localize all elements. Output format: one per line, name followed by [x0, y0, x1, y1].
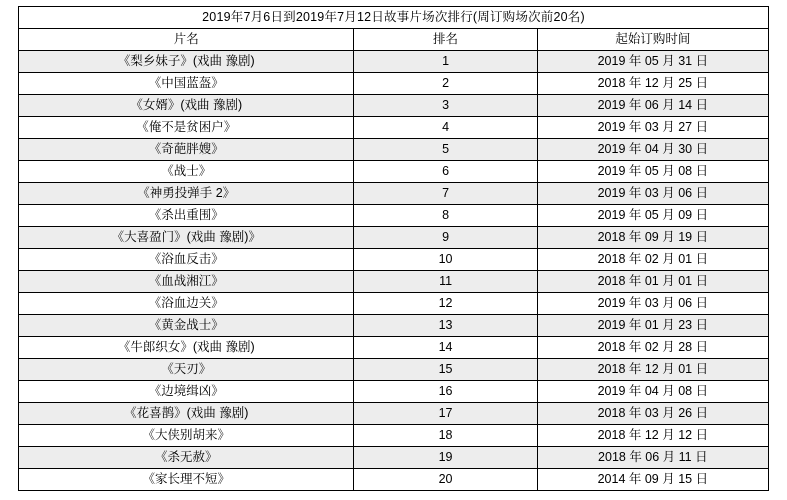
- cell-rank: 3: [354, 95, 537, 117]
- cell-start-date: 2019 年 04 月 30 日: [537, 139, 768, 161]
- cell-film-name: 《中国蓝盔》: [19, 73, 354, 95]
- table-row: [19, 205, 769, 227]
- table-row: [19, 249, 769, 271]
- table-row: [19, 139, 769, 161]
- cell-film-name: 《大喜盈门》(戏曲 豫剧)》: [19, 227, 354, 249]
- cell-film-name: 《天刃》: [19, 359, 354, 381]
- cell-rank: 11: [354, 271, 537, 293]
- table-title: 2019年7月6日到2019年7月12日故事片场次排行(周订购场次前20名): [19, 7, 769, 29]
- table-row: [19, 227, 769, 249]
- cell-film-name: 《边境缉凶》: [19, 381, 354, 403]
- table-row: [19, 183, 769, 205]
- cell-start-date: 2018 年 01 月 01 日: [537, 271, 768, 293]
- table-row: [19, 403, 769, 425]
- cell-start-date: 2018 年 09 月 19 日: [537, 227, 768, 249]
- column-header-rank: 排名: [354, 29, 537, 51]
- table-row: [19, 293, 769, 315]
- cell-rank: 9: [354, 227, 537, 249]
- cell-rank: 14: [354, 337, 537, 359]
- table-row: [19, 469, 769, 491]
- cell-start-date: 2019 年 03 月 27 日: [537, 117, 768, 139]
- column-header-name: 片名: [19, 29, 354, 51]
- cell-rank: 12: [354, 293, 537, 315]
- cell-rank: 20: [354, 469, 537, 491]
- cell-start-date: 2018 年 02 月 01 日: [537, 249, 768, 271]
- table-row: [19, 117, 769, 139]
- cell-film-name: 《花喜鹊》(戏曲 豫剧): [19, 403, 354, 425]
- cell-rank: 4: [354, 117, 537, 139]
- cell-rank: 10: [354, 249, 537, 271]
- table-row: [19, 73, 769, 95]
- cell-start-date: 2019 年 03 月 06 日: [537, 293, 768, 315]
- cell-film-name: 《奇葩胖嫂》: [19, 139, 354, 161]
- cell-film-name: 《俺不是贫困户》: [19, 117, 354, 139]
- cell-start-date: 2018 年 12 月 25 日: [537, 73, 768, 95]
- table-row: [19, 271, 769, 293]
- cell-start-date: 2018 年 02 月 28 日: [537, 337, 768, 359]
- cell-film-name: 《女婿》(戏曲 豫剧): [19, 95, 354, 117]
- table-body: [19, 7, 769, 491]
- table-row: [19, 51, 769, 73]
- cell-film-name: 《杀出重围》: [19, 205, 354, 227]
- cell-rank: 19: [354, 447, 537, 469]
- cell-start-date: 2019 年 05 月 08 日: [537, 161, 768, 183]
- cell-film-name: 《战士》: [19, 161, 354, 183]
- table-header-row: [19, 29, 769, 51]
- cell-rank: 13: [354, 315, 537, 337]
- cell-film-name: 《家长理不短》: [19, 469, 354, 491]
- column-header-date: 起始订购时间: [537, 29, 768, 51]
- table-row: [19, 425, 769, 447]
- cell-film-name: 《神勇投弹手 2》: [19, 183, 354, 205]
- table-row: [19, 381, 769, 403]
- cell-start-date: 2019 年 01 月 23 日: [537, 315, 768, 337]
- cell-film-name: 《黄金战士》: [19, 315, 354, 337]
- cell-rank: 18: [354, 425, 537, 447]
- cell-rank: 17: [354, 403, 537, 425]
- cell-start-date: 2019 年 05 月 31 日: [537, 51, 768, 73]
- cell-rank: 1: [354, 51, 537, 73]
- table-row: [19, 95, 769, 117]
- cell-start-date: 2019 年 04 月 08 日: [537, 381, 768, 403]
- cell-rank: 2: [354, 73, 537, 95]
- cell-start-date: 2019 年 05 月 09 日: [537, 205, 768, 227]
- cell-rank: 15: [354, 359, 537, 381]
- table-row: [19, 359, 769, 381]
- cell-start-date: 2014 年 09 月 15 日: [537, 469, 768, 491]
- cell-start-date: 2018 年 12 月 12 日: [537, 425, 768, 447]
- table-row: [19, 161, 769, 183]
- cell-rank: 6: [354, 161, 537, 183]
- cell-start-date: 2018 年 12 月 01 日: [537, 359, 768, 381]
- ranking-table: [18, 6, 769, 491]
- cell-start-date: 2018 年 03 月 26 日: [537, 403, 768, 425]
- cell-film-name: 《牛郎织女》(戏曲 豫剧): [19, 337, 354, 359]
- cell-rank: 8: [354, 205, 537, 227]
- cell-film-name: 《浴血边关》: [19, 293, 354, 315]
- cell-film-name: 《浴血反击》: [19, 249, 354, 271]
- cell-rank: 7: [354, 183, 537, 205]
- table-row: [19, 447, 769, 469]
- cell-film-name: 《大侠别胡来》: [19, 425, 354, 447]
- table-row: [19, 337, 769, 359]
- cell-rank: 16: [354, 381, 537, 403]
- cell-rank: 5: [354, 139, 537, 161]
- cell-start-date: 2019 年 03 月 06 日: [537, 183, 768, 205]
- cell-film-name: 《梨乡妹子》(戏曲 豫剧): [19, 51, 354, 73]
- cell-film-name: 《血战湘江》: [19, 271, 354, 293]
- cell-film-name: 《杀无赦》: [19, 447, 354, 469]
- cell-start-date: 2018 年 06 月 11 日: [537, 447, 768, 469]
- cell-start-date: 2019 年 06 月 14 日: [537, 95, 768, 117]
- table-row: [19, 315, 769, 337]
- table-title-row: [19, 7, 769, 29]
